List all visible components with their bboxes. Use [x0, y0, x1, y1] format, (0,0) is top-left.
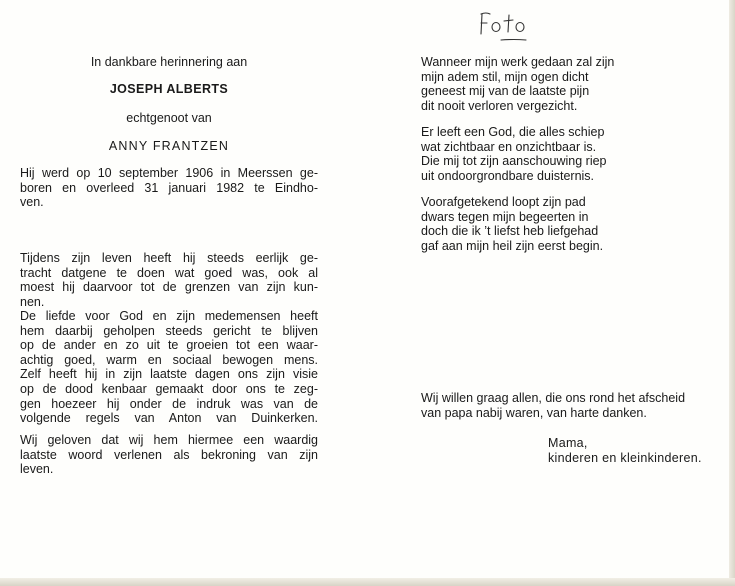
handwritten-foto-note [476, 6, 536, 46]
poem-line: Die mij tot zijn aanschouwing riep [421, 154, 607, 169]
thanks-text [421, 391, 721, 420]
intro-text: In dankbare herinnering aan [90, 55, 248, 69]
poem-line: Wanneer mijn werk gedaan zal zijn [421, 55, 615, 69]
birth-death-text: Hij werd op 10 september 1906 in Meerssen ge- boren en overleed 31 januari 1982 te Eindho- ven. [20, 166, 318, 210]
deceased-name: JOSEPH ALBERTS [109, 82, 229, 96]
thanks-line: Wij willen graag allen, die ons rond het afscheid [421, 391, 686, 405]
poem-line: Voorafgetekend loopt zijn pad [421, 195, 586, 209]
poem-line: doch die ik ’t liefst heb liefgehad [421, 224, 599, 239]
poem-line: wat zichtbaar en onzichtbaar is. [421, 139, 597, 154]
signature-line: Mama, [548, 436, 588, 450]
spouse-name: ANNY FRANTZEN [108, 139, 230, 153]
poem-stanza-2 [421, 125, 721, 183]
poem-stanza-1 [421, 55, 721, 113]
paragraph-love: De liefde voor God en zijn medemensen heeft hem daarbij geholpen steeds gericht te blijven op de ander en zo uit te groeien tot een waar- achtig goed, warm en sociaal bewogen mens. Zelf heeft hij in zijn laatste dagen ons zijn visie op de dood kenbaar gemaakt door ons te zeg- gen hoezeer hij onder de indruk was van de volgende regels van Anton van Duinkerken. [20, 309, 318, 426]
poem-line: gaf aan mijn heil zijn eerst begin. [421, 238, 604, 253]
card-right-edge [729, 0, 735, 586]
poem-stanza-3 [421, 195, 721, 253]
poem-line: dit nooit verloren vergezicht. [421, 98, 578, 113]
foto-handwriting-icon [476, 6, 536, 46]
signature [548, 436, 728, 465]
signature-line: kinderen en kleinkinderen. [548, 450, 702, 465]
poem-line: mijn adem stil, mijn ogen dicht [421, 69, 589, 84]
poem-line: dwars tegen mijn begeerten in [421, 209, 589, 224]
thanks-line: van papa nabij waren, van harte danken. [421, 405, 647, 420]
poem-line: Er leeft een God, die alles schiep [421, 125, 605, 139]
poem-line: geneest mij van de laatste pijn [421, 84, 590, 99]
spouse-label: echtgenoot van [126, 111, 212, 125]
paragraph-life: Tijdens zijn leven heeft hij steeds eerlijk ge- tracht datgene te doen wat goed was, ook al moest hij daarvoor tot de grenzen van zijn kun- nen. [20, 251, 318, 309]
poem-line: uit ondoorgrondbare duisternis. [421, 168, 595, 183]
card-bottom-edge [0, 578, 735, 586]
paragraph-closing: Wij geloven dat wij hem hiermee een waardig laatste woord verlenen als bekroning van zijn leven. [20, 433, 318, 477]
